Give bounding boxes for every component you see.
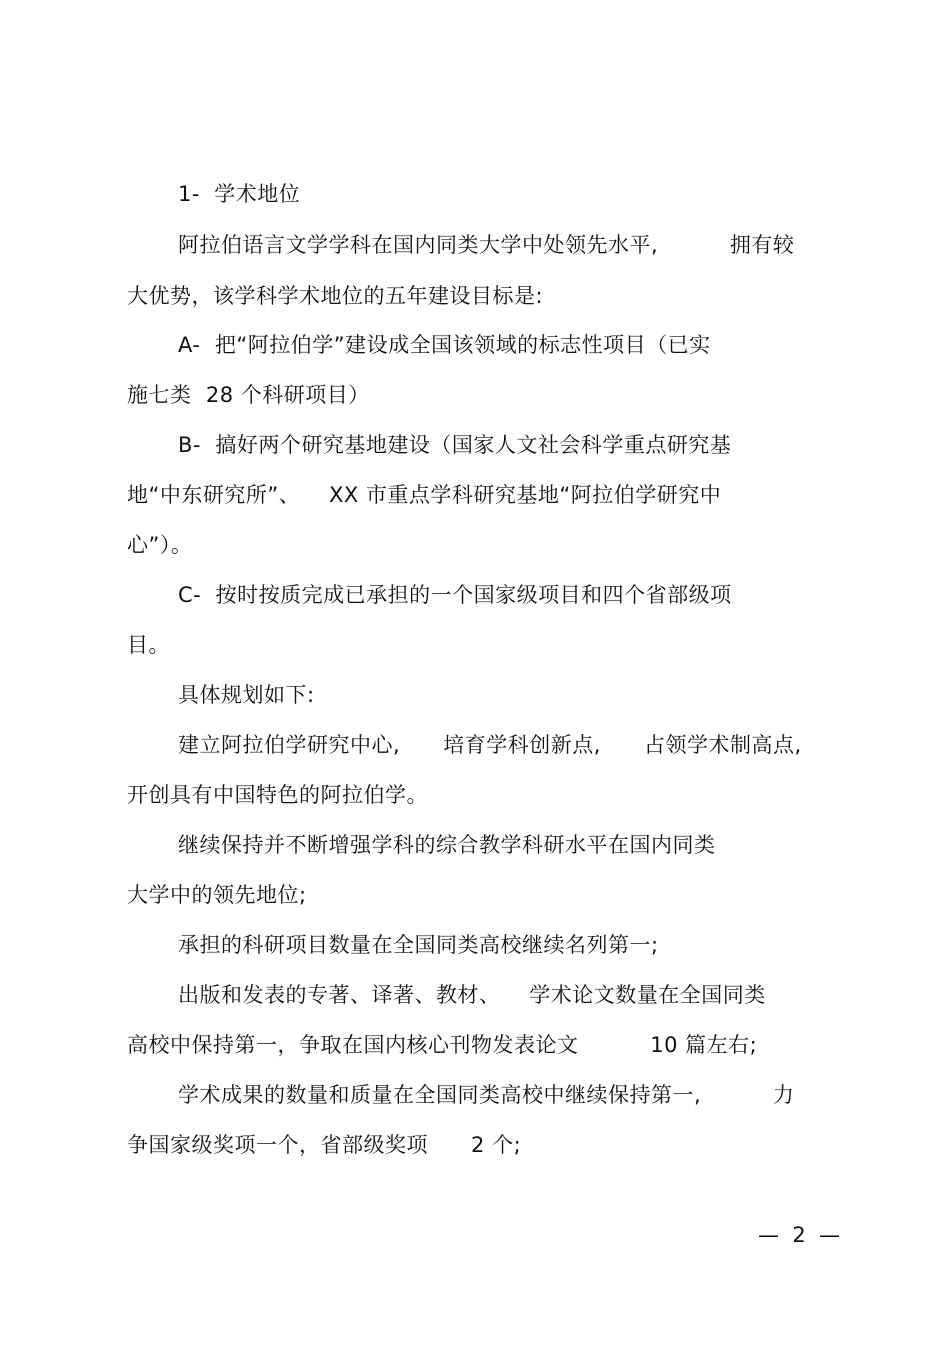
paragraph-line: 大学中的领先地位; bbox=[127, 883, 307, 907]
paragraph-line: 大优势，该学科学术地位的五年建设目标是: bbox=[127, 284, 544, 308]
paragraph-line: 出版和发表的专著、译著、教材、 学术论文数量在全国同类 bbox=[178, 983, 766, 1007]
paragraph-line: 阿拉伯语言文学学科在国内同类大学中处领先水平, 拥有较 bbox=[178, 233, 795, 257]
paragraph-line: 施七类 28 个科研项目） bbox=[127, 383, 370, 407]
paragraph-line: B- 搞好两个研究基地建设（国家人文社会科学重点研究基 bbox=[178, 433, 732, 457]
paragraph-line: 建立阿拉伯学研究中心, 培育学科创新点, 占领学术制高点, bbox=[178, 733, 802, 757]
paragraph-line: 高校中保持第一，争取在国内核心刊物发表论文 10 篇左右; bbox=[127, 1033, 758, 1057]
paragraph-line: 继续保持并不断增强学科的综合教学科研水平在国内同类 bbox=[178, 833, 716, 857]
paragraph-line: 学术成果的数量和质量在全国同类高校中继续保持第一, 力 bbox=[178, 1083, 795, 1107]
paragraph-line: 具体规划如下: bbox=[178, 683, 315, 707]
paragraph-line: 地“中东研究所”、 XX 市重点学科研究基地“阿拉伯学研究中 bbox=[127, 483, 722, 507]
paragraph-line: 目。 bbox=[127, 633, 170, 657]
paragraph-line: 心”）。 bbox=[127, 533, 193, 557]
paragraph-line: C- 按时按质完成已承担的一个国家级项目和四个省部级项 bbox=[178, 583, 732, 607]
paragraph-line: 开创具有中国特色的阿拉伯学。 bbox=[127, 783, 428, 807]
paragraph-line: 争国家级奖项一个，省部级奖项 2 个; bbox=[127, 1133, 522, 1157]
section-heading: 1- 学术地位 bbox=[178, 182, 301, 206]
page-number: — 2 — bbox=[758, 1223, 841, 1247]
paragraph-line: 承担的科研项目数量在全国同类高校继续名列第一; bbox=[178, 933, 659, 957]
paragraph-line: A- 把“阿拉伯学”建设成全国该领域的标志性项目（已实 bbox=[178, 333, 711, 357]
